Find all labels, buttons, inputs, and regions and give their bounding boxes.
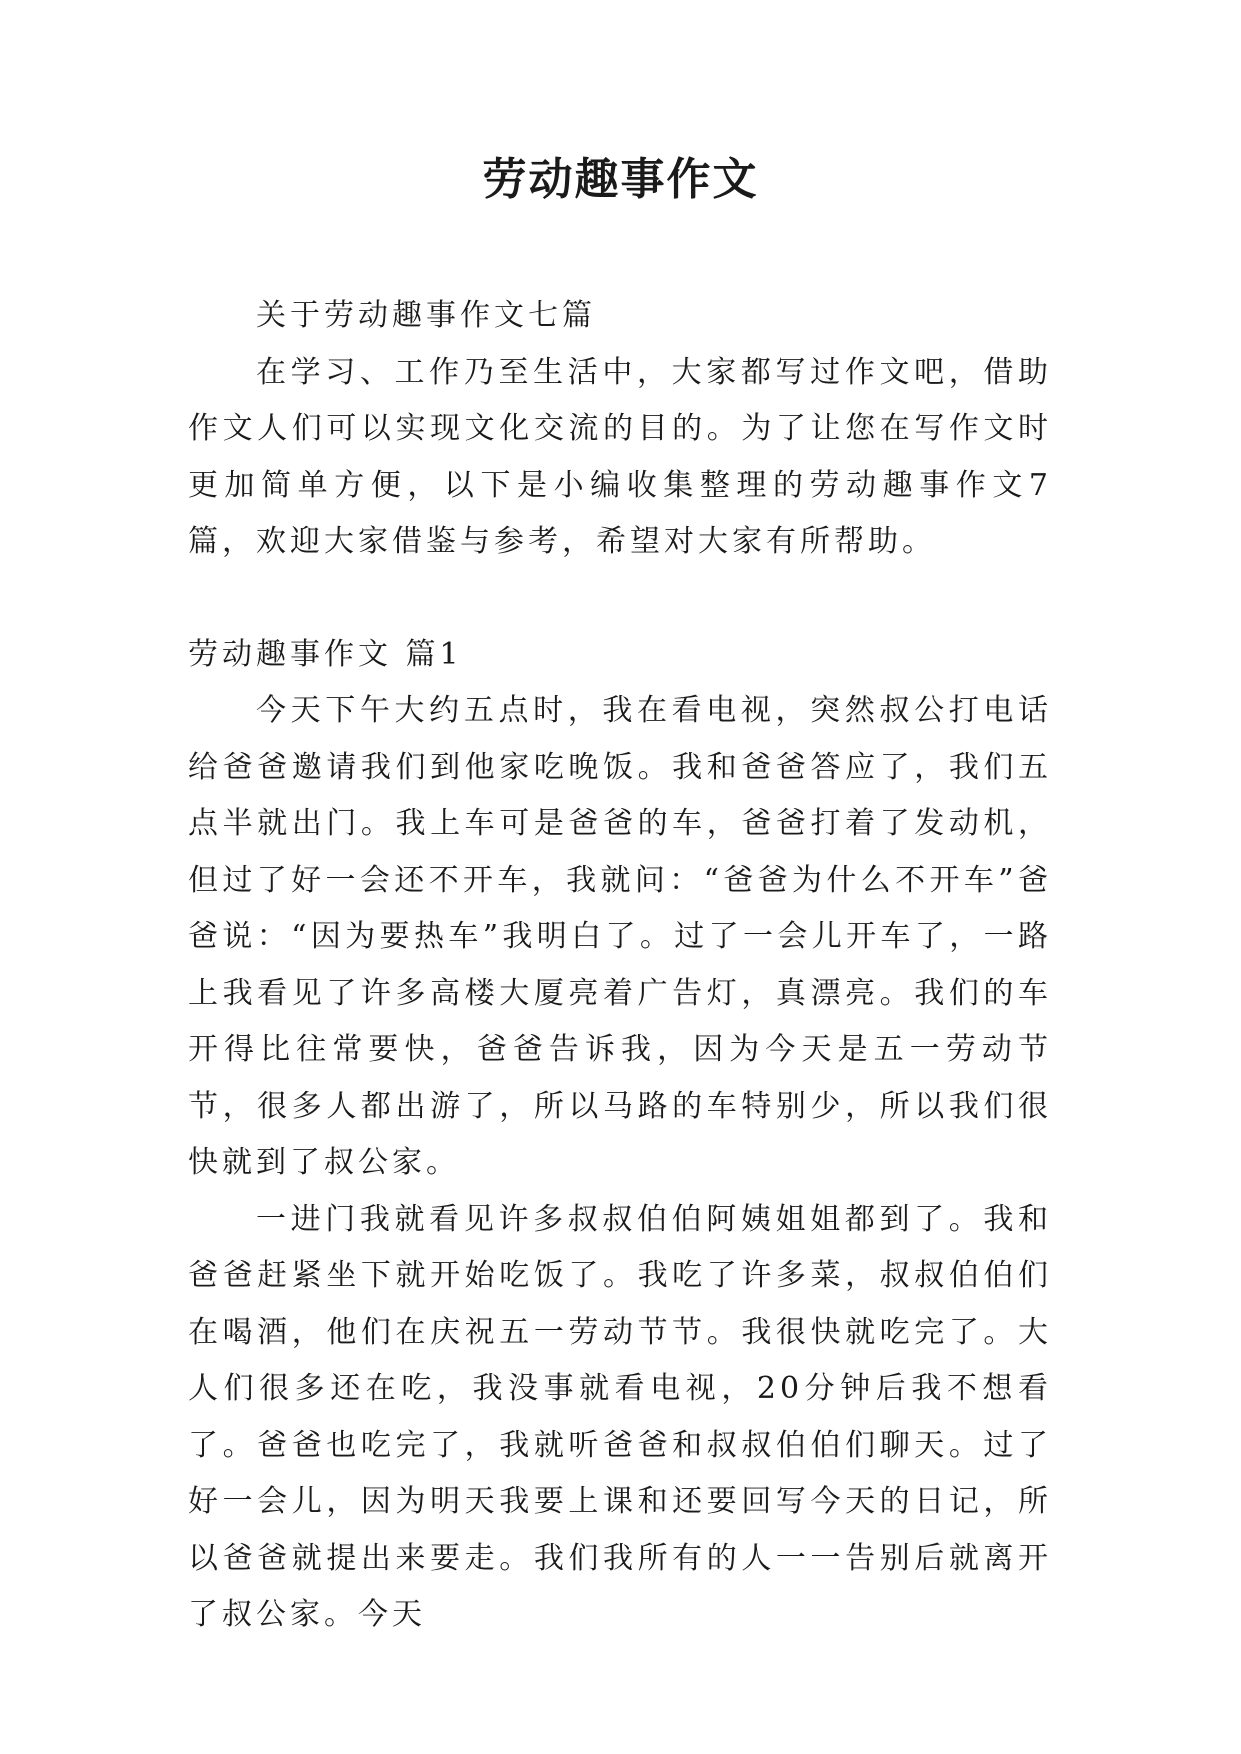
document-subtitle: 关于劳动趣事作文七篇	[256, 298, 596, 333]
document-title: 劳动趣事作文	[482, 154, 759, 205]
body-paragraph: 今天下午大约五点时，我在看电视，突然叔公打电话给爸爸邀请我们到他家吃晚饭。我和爸爸答应了，我们五点半就出门。我上车可是爸爸的车，爸爸打着了发动机，但过了好一会还不开车，我就问：“爸爸为什么不开车”爸爸说：“因为要热车”我明白了。过了一会儿开车了，一路上我看见了许多高楼大厦亮着广告灯，真漂亮。我们的车开得比往常要快，爸爸告诉我，因为今天是五一劳动节节，很多人都出游了，所以马路的车特别少，所以我们很快就到了叔公家。	[188, 693, 1052, 1180]
section-heading: 劳动趣事作文 篇1	[188, 636, 463, 672]
intro-paragraph: 在学习、工作乃至生活中，大家都写过作文吧，借助作文人们可以实现文化交流的目的。为了让您在写作文时更加简单方便，以下是小编收集整理的劳动趣事作文7篇，欢迎大家借鉴与参考，希望对大家有所帮助。	[188, 354, 1052, 559]
body-paragraph: 一进门我就看见许多叔叔伯伯阿姨姐姐都到了。我和爸爸赶紧坐下就开始吃饭了。我吃了许多菜，叔叔伯伯们在喝酒，他们在庆祝五一劳动节节。我很快就吃完了。大人们很多还在吃，我没事就看电视，20分钟后我不想看了。爸爸也吃完了，我就听爸爸和叔叔伯伯们聊天。过了好一会儿，因为明天我要上课和还要回写今天的日记，所以爸爸就提出来要走。我们我所有的人一一告别后就离开了叔公家。今天	[188, 1201, 1052, 1632]
document-body	[188, 288, 1052, 1644]
